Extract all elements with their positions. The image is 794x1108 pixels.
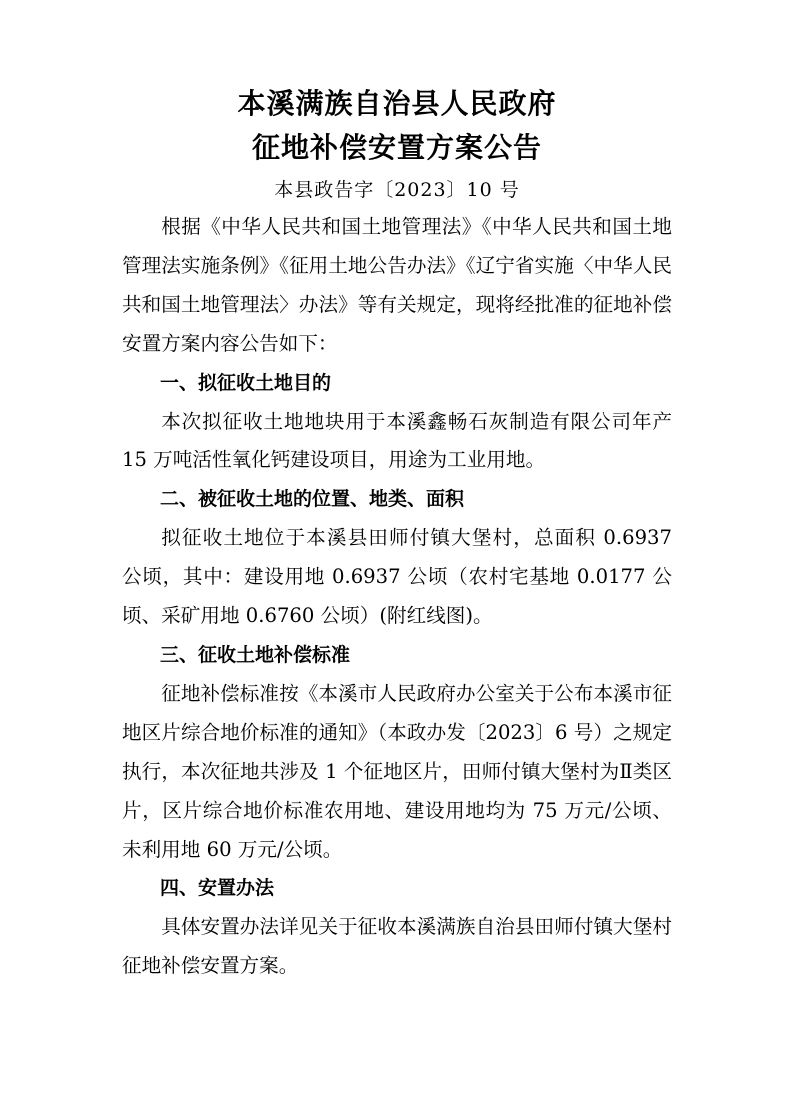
section-heading-purpose: 一、拟征收土地目的 bbox=[160, 371, 332, 394]
document-title-line2: 征地补偿安置方案公告 bbox=[251, 131, 542, 164]
section-text-compensation: 征地补偿标准按《本溪市人民政府办公室关于公布本溪市征地区片综合地价标准的通知》（本政办发〔2023〕6 号）之规定执行，本次征地共涉及 1 个征地区片，田师付镇大堡村为Ⅱ类区片，区片综合地价标准农用地、建设用地均为 75 万元/公顷、未利用地 60 万元/公顷。 bbox=[122, 681, 672, 861]
section-text-resettlement: 具体安置办法详见关于征收本溪满族自治县田师付镇大堡村征地补偿安置方案。 bbox=[122, 915, 672, 978]
section-text-purpose: 本次拟征收土地地块用于本溪鑫畅石灰制造有限公司年产 15 万吨活性氧化钙建设项目，用途为工业用地。 bbox=[122, 409, 672, 472]
document-body bbox=[122, 208, 672, 986]
section-heading-compensation: 三、征收土地补偿标准 bbox=[160, 643, 351, 666]
section-heading-location: 二、被征收土地的位置、地类、面积 bbox=[160, 488, 465, 511]
document-number: 本县政告字〔2023〕10 号 bbox=[274, 179, 520, 201]
intro-paragraph: 根据《中华人民共和国土地管理法》《中华人民共和国土地管理法实施条例》《征用土地公告办法》《辽宁省实施〈中华人民共和国土地管理法〉办法》等有关规定，现将经批准的征地补偿安置方案内容公告如下： bbox=[122, 215, 672, 355]
section-heading-resettlement: 四、安置办法 bbox=[160, 877, 275, 900]
document-title-line1: 本溪满族自治县人民政府 bbox=[237, 87, 557, 120]
section-text-location: 拟征收土地位于本溪县田师付镇大堡村，总面积 0.6937 公顷，其中：建设用地 0.6937 公顷（农村宅基地 0.0177 公顷、采矿用地 0.6760 公顷）(附红线图)。 bbox=[122, 526, 672, 628]
